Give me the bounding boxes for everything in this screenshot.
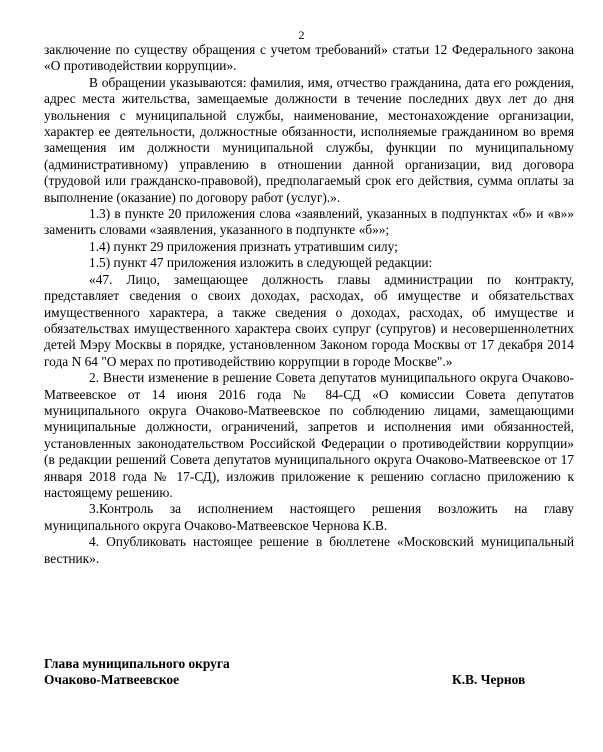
paragraph: 1.3) в пункте 20 приложения слова «заявлений, указанных в подпунктах «б» и «в»» заменить словами «заявления, указанного в подпункте «б»»;	[44, 206, 574, 238]
page-number: 2	[298, 28, 305, 42]
paragraph: «47. Лицо, замещающее должность главы администрации по контракту, представляет сведения о своих доходах, расходах, об имуществе и обязательствах имущественного характера, а также сведения о доходах, расходах, об имуществе и обязательствах имущественного характера своих супруг (супругов) и несовершеннолетних детей Мэру Москвы в порядке, установленном Законом города Москвы от 17 декабря 2014 года N 64 "О мерах по противодействию коррупции в городе Москве".»	[44, 271, 574, 369]
paragraph: 1.5) пункт 47 приложения изложить в следующей редакции:	[89, 255, 433, 271]
paragraph: заключение по существу обращения с учетом требований» статьи 12 Федерального закона «О противодействии коррупции».	[44, 42, 574, 74]
signature-title-line-2: Очаково-Матвеевское	[44, 672, 180, 687]
signature-name: К.В. Чернов	[452, 672, 526, 687]
document-body	[44, 42, 574, 567]
paragraph: 1.4) пункт 29 приложения признать утратившим силу;	[89, 238, 398, 254]
paragraph: 3.Контроль за исполнением настоящего решения возложить на главу муниципального округа Очаково-Матвеевское Чернова К.В.	[44, 501, 574, 533]
paragraph: 2. Внести изменение в решение Совета депутатов муниципального округа Очаково-Матвеевское от 14 июня 2016 года № 84-СД «О комиссии Совета депутатов муниципального округа Очаково-Матвеевское по соблюдению лицами, замещающими муниципальные должности, ограничений, запретов и исполнения ими обязанностей, установленных законодательством Российской Федерации о противодействии коррупции» (в редакции решений Совета депутатов муниципального округа Очаково-Матвеевское от 17 января 2018 года № 17-СД), изложив приложение к решению согласно приложению к настоящему решению.	[44, 370, 574, 500]
paragraph: В обращении указываются: фамилия, имя, отчество гражданина, дата его рождения, адрес места жительства, замещаемые должности в течение последних двух лет до дня увольнения с муниципальной службы, наименование, местонахождение организации, характер ее деятельности, должностные обязанности, исполняемые гражданином во время замещения им должности муниципальной службы, функции по муниципальному (административному) управлению в отношении данной организации, вид договора (трудовой или гражданско-правовой), предполагаемый срок его действия, сумма оплаты за выполнение (оказание) по договору работ (услуг).».	[44, 74, 574, 205]
signature-title-line-1: Глава муниципального округа	[44, 656, 230, 671]
paragraph: 4. Опубликовать настоящее решение в бюллетене «Московский муниципальный вестник».	[44, 534, 574, 566]
